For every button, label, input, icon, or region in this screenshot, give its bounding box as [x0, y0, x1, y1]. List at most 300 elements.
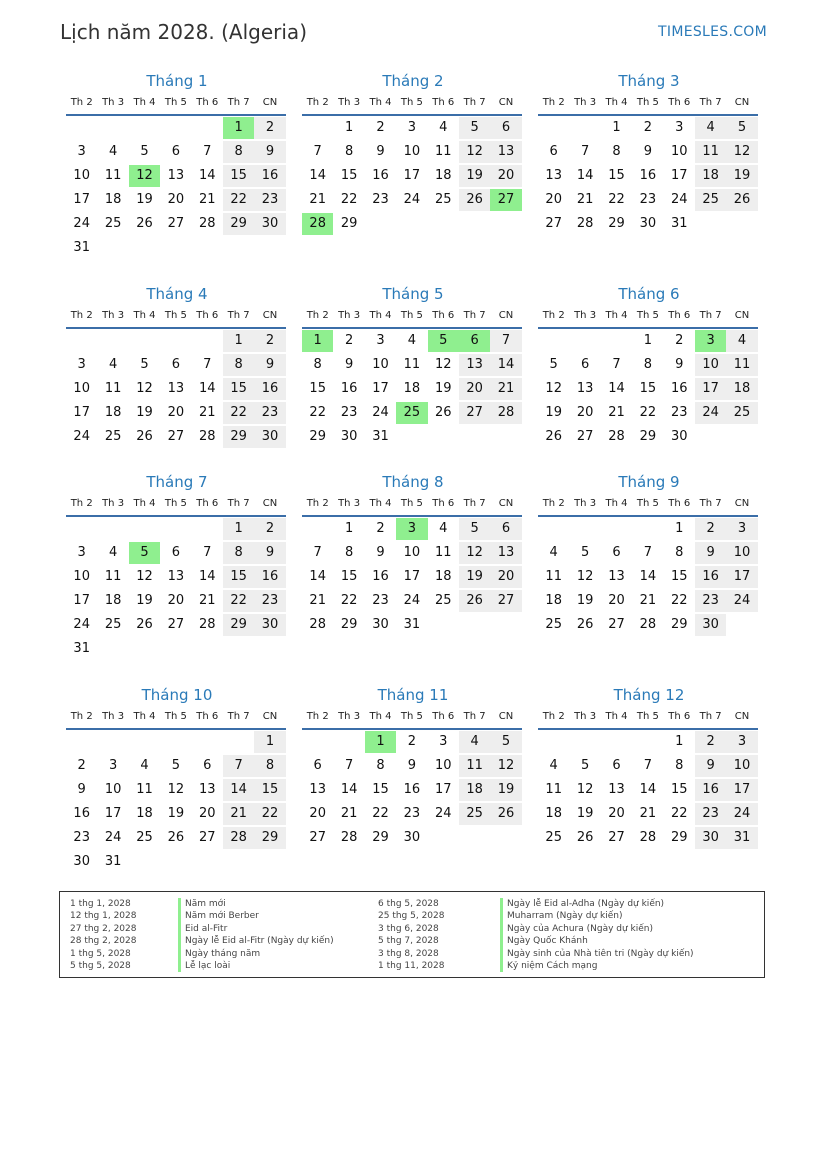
day-grid: [66, 517, 288, 661]
day-cell: 23: [340, 405, 358, 420]
day-cell: 6: [580, 357, 590, 372]
empty-cell: [333, 731, 364, 753]
weekday-header: [538, 710, 760, 724]
day-cell: 4: [439, 521, 448, 536]
day-cell: 12: [490, 755, 521, 777]
weekday-label: CN: [262, 310, 278, 321]
day-cell: 13: [545, 168, 562, 183]
day-cell: 22: [340, 593, 358, 608]
month-block: [302, 72, 524, 236]
day-cell: 20: [490, 566, 521, 588]
day-cell: 5: [726, 117, 757, 139]
empty-cell: [302, 518, 333, 540]
day-cell: 28: [198, 617, 216, 632]
month-block: [538, 473, 760, 637]
legend-holiday-name: Lễ lạc loài: [178, 960, 334, 972]
day-cell: 17: [726, 779, 757, 801]
day-cell: 22: [223, 189, 254, 211]
day-cell: 14: [309, 168, 326, 183]
day-cell: 5: [580, 545, 590, 560]
weekday-label: Th 6: [196, 97, 219, 108]
empty-cell: [97, 117, 128, 139]
empty-cell: [601, 330, 632, 352]
day-cell: 18: [104, 405, 122, 420]
holiday-day-cell: 3: [396, 518, 427, 540]
day-cell: 14: [198, 381, 216, 396]
day-cell: 27: [167, 429, 185, 444]
day-cell: 7: [203, 357, 212, 372]
day-cell: 7: [580, 144, 590, 159]
day-cell: 20: [490, 165, 521, 187]
day-cell: 22: [309, 405, 326, 420]
day-cell: 13: [459, 354, 490, 376]
weekday-label: Th 7: [699, 97, 722, 108]
day-cell: 25: [434, 192, 452, 207]
month-name: Tháng 6: [618, 285, 680, 303]
holiday-day-cell: 3: [695, 330, 726, 352]
day-cell: 18: [545, 806, 562, 821]
day-cell: 31: [104, 854, 122, 869]
day-cell: 11: [695, 141, 726, 163]
weekday-label: Th 6: [196, 711, 219, 722]
day-cell: 4: [439, 120, 448, 135]
legend-holiday-name: Muharram (Ngày dự kiến): [500, 910, 694, 922]
weekday-label: Th 3: [102, 498, 125, 509]
day-cell: 5: [459, 117, 490, 139]
weekday-label: Th 2: [70, 711, 93, 722]
day-cell: 16: [73, 806, 90, 821]
day-cell: 31: [670, 216, 688, 231]
day-cell: 11: [104, 569, 122, 584]
day-cell: 1: [344, 120, 354, 135]
day-cell: 24: [73, 216, 90, 231]
day-cell: 2: [254, 117, 285, 139]
weekday-label: Th 2: [70, 310, 93, 321]
month-name: Tháng 5: [382, 285, 444, 303]
day-cell: 24: [403, 192, 421, 207]
day-cell: 30: [695, 614, 726, 636]
day-grid: [538, 730, 760, 850]
day-cell: 6: [490, 117, 521, 139]
day-cell: 31: [726, 827, 757, 849]
day-cell: 3: [439, 734, 448, 749]
day-cell: 29: [223, 213, 254, 235]
day-cell: 13: [167, 168, 185, 183]
day-cell: 4: [407, 333, 416, 348]
day-cell: 25: [136, 830, 153, 845]
day-cell: 16: [254, 378, 285, 400]
legend-dates-right: [378, 898, 444, 972]
weekday-label: Th 7: [227, 97, 250, 108]
weekday-label: Th 6: [196, 498, 219, 509]
day-cell: 12: [576, 569, 594, 584]
day-cell: 1: [643, 333, 652, 348]
legend-date: 3 thg 8, 2028: [378, 948, 439, 959]
day-grid: [302, 329, 524, 449]
month-block: [302, 473, 524, 637]
weekday-label: Th 4: [133, 711, 156, 722]
empty-cell: [129, 117, 160, 139]
day-cell: 25: [545, 617, 562, 632]
day-cell: 20: [167, 192, 185, 207]
day-cell: 29: [309, 429, 326, 444]
day-grid: [66, 329, 288, 449]
weekday-label: Th 2: [306, 498, 329, 509]
day-cell: 16: [695, 566, 726, 588]
day-cell: 19: [167, 806, 185, 821]
page-title: Lịch năm 2028. (Algeria): [60, 20, 307, 44]
weekday-label: Th 2: [542, 498, 565, 509]
weekday-label: CN: [498, 498, 514, 509]
day-cell: 16: [372, 168, 389, 183]
month-name: Tháng 2: [382, 72, 444, 90]
day-cell: 9: [254, 141, 285, 163]
legend-names-left: [178, 898, 334, 972]
day-cell: 4: [549, 758, 558, 773]
day-cell: 10: [695, 354, 726, 376]
weekday-label: CN: [262, 97, 278, 108]
weekday-label: CN: [734, 97, 750, 108]
day-cell: 10: [726, 755, 757, 777]
weekday-label: Th 2: [70, 97, 93, 108]
weekday-label: Th 7: [463, 498, 486, 509]
holiday-day-cell: 28: [302, 213, 333, 235]
day-cell: 25: [545, 830, 562, 845]
day-cell: 29: [223, 614, 254, 636]
day-cell: 18: [434, 168, 452, 183]
legend-date: 5 thg 7, 2028: [378, 936, 439, 947]
day-cell: 19: [136, 405, 153, 420]
day-cell: 18: [104, 192, 122, 207]
weekday-label: Th 5: [164, 498, 187, 509]
day-cell: 4: [108, 545, 118, 560]
day-cell: 13: [608, 569, 625, 584]
day-cell: 7: [223, 755, 254, 777]
day-cell: 5: [549, 357, 558, 372]
day-cell: 9: [407, 758, 416, 773]
day-cell: 2: [77, 758, 86, 773]
empty-cell: [302, 117, 333, 139]
day-cell: 15: [340, 569, 358, 584]
legend-holiday-name: Ngày Quốc Khánh: [500, 935, 694, 947]
day-cell: 24: [372, 405, 389, 420]
weekday-label: Th 7: [463, 711, 486, 722]
day-cell: 29: [639, 429, 657, 444]
day-cell: 14: [639, 569, 657, 584]
day-cell: 1: [675, 521, 684, 536]
day-cell: 9: [376, 144, 385, 159]
weekday-label: Th 4: [369, 310, 392, 321]
empty-cell: [192, 330, 223, 352]
day-cell: 18: [459, 779, 490, 801]
day-cell: 13: [167, 569, 185, 584]
weekday-label: Th 4: [605, 310, 628, 321]
weekday-label: Th 3: [338, 498, 361, 509]
day-cell: 1: [675, 734, 684, 749]
day-cell: 24: [670, 192, 688, 207]
empty-cell: [569, 518, 600, 540]
holiday-day-cell: 6: [459, 330, 490, 352]
day-cell: 3: [407, 120, 416, 135]
legend-holiday-name: Kỷ niệm Cách mạng: [500, 960, 694, 972]
day-cell: 13: [309, 782, 326, 797]
month-name: Tháng 10: [141, 686, 213, 704]
day-cell: 2: [254, 518, 285, 540]
day-cell: 30: [372, 617, 389, 632]
day-cell: 22: [372, 806, 389, 821]
day-cell: 15: [372, 782, 389, 797]
day-grid: [66, 730, 288, 874]
day-cell: 31: [403, 617, 421, 632]
day-cell: 19: [490, 779, 521, 801]
day-cell: 25: [695, 189, 726, 211]
day-cell: 4: [108, 357, 118, 372]
weekday-label: Th 4: [133, 498, 156, 509]
weekday-label: Th 4: [605, 97, 628, 108]
weekday-header: [66, 309, 288, 323]
empty-cell: [538, 518, 569, 540]
day-cell: 15: [309, 381, 326, 396]
empty-cell: [569, 731, 600, 753]
weekday-label: Th 7: [463, 310, 486, 321]
day-cell: 26: [434, 405, 452, 420]
day-cell: 10: [434, 758, 452, 773]
day-cell: 28: [576, 216, 594, 231]
day-cell: 26: [136, 429, 153, 444]
day-cell: 5: [140, 357, 149, 372]
day-cell: 11: [545, 782, 562, 797]
month-block: [538, 686, 760, 850]
day-cell: 21: [309, 593, 326, 608]
brand-link[interactable]: TIMESLES.COM: [658, 24, 767, 40]
empty-cell: [538, 330, 569, 352]
weekday-label: CN: [734, 498, 750, 509]
weekday-label: Th 5: [636, 711, 659, 722]
day-cell: 22: [670, 806, 688, 821]
day-cell: 20: [576, 405, 594, 420]
day-cell: 21: [639, 806, 657, 821]
day-grid: [538, 329, 760, 449]
day-cell: 30: [639, 216, 657, 231]
weekday-label: Th 7: [227, 711, 250, 722]
day-cell: 24: [726, 590, 757, 612]
day-cell: 18: [545, 593, 562, 608]
day-cell: 8: [223, 354, 254, 376]
legend-date: 28 thg 2, 2028: [70, 936, 137, 947]
day-cell: 16: [254, 566, 285, 588]
day-cell: 20: [309, 806, 326, 821]
day-cell: 3: [77, 144, 86, 159]
day-cell: 4: [459, 731, 490, 753]
legend-date: 3 thg 6, 2028: [378, 923, 439, 934]
day-cell: 24: [434, 806, 452, 821]
day-cell: 16: [639, 168, 657, 183]
weekday-header: [538, 497, 760, 511]
holiday-day-cell: 1: [302, 330, 333, 352]
day-cell: 29: [670, 617, 688, 632]
weekday-label: Th 4: [133, 310, 156, 321]
day-cell: 28: [223, 827, 254, 849]
day-cell: 21: [490, 378, 521, 400]
day-cell: 17: [695, 378, 726, 400]
day-cell: 27: [459, 402, 490, 424]
day-cell: 8: [612, 144, 621, 159]
day-cell: 12: [576, 782, 594, 797]
day-cell: 6: [612, 758, 621, 773]
day-cell: 12: [167, 782, 185, 797]
day-cell: 20: [167, 593, 185, 608]
weekday-label: Th 6: [196, 310, 219, 321]
day-cell: 14: [309, 569, 326, 584]
day-cell: 11: [434, 144, 452, 159]
empty-cell: [538, 117, 569, 139]
day-cell: 17: [372, 381, 389, 396]
day-cell: 17: [434, 782, 452, 797]
day-cell: 6: [171, 545, 180, 560]
day-cell: 23: [254, 402, 285, 424]
day-cell: 3: [77, 357, 86, 372]
day-cell: 24: [695, 402, 726, 424]
weekday-label: Th 5: [400, 498, 423, 509]
day-cell: 13: [608, 782, 625, 797]
day-cell: 26: [545, 429, 562, 444]
day-cell: 5: [580, 758, 590, 773]
day-cell: 10: [73, 381, 90, 396]
day-cell: 12: [726, 141, 757, 163]
day-cell: 13: [490, 141, 521, 163]
legend-date: 12 thg 1, 2028: [70, 911, 137, 922]
day-cell: 5: [140, 144, 149, 159]
day-cell: 22: [254, 803, 285, 825]
day-cell: 21: [340, 806, 358, 821]
weekday-label: Th 7: [699, 498, 722, 509]
day-cell: 7: [203, 144, 212, 159]
empty-cell: [97, 330, 128, 352]
day-cell: 13: [490, 542, 521, 564]
day-cell: 29: [340, 216, 358, 231]
day-cell: 28: [490, 402, 521, 424]
day-cell: 6: [313, 758, 322, 773]
day-cell: 19: [576, 593, 594, 608]
day-cell: 1: [223, 518, 254, 540]
day-cell: 14: [608, 381, 625, 396]
empty-cell: [569, 330, 600, 352]
day-cell: 2: [376, 521, 385, 536]
day-cell: 12: [545, 381, 562, 396]
day-cell: 20: [545, 192, 562, 207]
weekday-label: Th 2: [542, 310, 565, 321]
month-block: [538, 285, 760, 449]
weekday-header: [302, 96, 524, 110]
day-cell: 29: [608, 216, 625, 231]
weekday-label: Th 5: [636, 498, 659, 509]
weekday-label: Th 4: [369, 711, 392, 722]
day-cell: 30: [254, 213, 285, 235]
empty-cell: [160, 117, 191, 139]
day-cell: 7: [344, 758, 354, 773]
day-cell: 29: [670, 830, 688, 845]
day-cell: 14: [223, 779, 254, 801]
day-cell: 21: [223, 803, 254, 825]
day-cell: 26: [576, 830, 594, 845]
day-cell: 22: [340, 192, 358, 207]
day-cell: 5: [490, 731, 521, 753]
weekday-label: Th 6: [668, 498, 691, 509]
day-cell: 17: [670, 168, 688, 183]
weekday-header: [538, 309, 760, 323]
day-cell: 27: [309, 830, 326, 845]
day-grid: [538, 116, 760, 236]
day-cell: 22: [608, 192, 625, 207]
empty-cell: [632, 518, 663, 540]
day-cell: 16: [695, 779, 726, 801]
empty-cell: [601, 518, 632, 540]
empty-cell: [302, 731, 333, 753]
day-cell: 26: [576, 617, 594, 632]
day-cell: 12: [459, 542, 490, 564]
weekday-label: Th 7: [227, 310, 250, 321]
month-name: Tháng 11: [377, 686, 449, 704]
month-name: Tháng 3: [618, 72, 680, 90]
weekday-label: Th 6: [432, 310, 455, 321]
day-cell: 23: [695, 803, 726, 825]
day-cell: 30: [403, 830, 421, 845]
day-cell: 14: [576, 168, 594, 183]
day-cell: 10: [104, 782, 122, 797]
day-cell: 13: [198, 782, 216, 797]
day-cell: 23: [73, 830, 90, 845]
weekday-header: [66, 497, 288, 511]
legend-date: 27 thg 2, 2028: [70, 923, 137, 934]
day-cell: 11: [726, 354, 757, 376]
day-cell: 3: [108, 758, 118, 773]
weekday-label: Th 3: [574, 711, 597, 722]
empty-cell: [66, 330, 97, 352]
day-cell: 29: [254, 827, 285, 849]
day-cell: 2: [344, 333, 354, 348]
day-cell: 7: [612, 357, 621, 372]
empty-cell: [66, 518, 97, 540]
day-cell: 2: [254, 330, 285, 352]
weekday-label: Th 5: [400, 310, 423, 321]
day-cell: 9: [643, 144, 652, 159]
day-cell: 21: [608, 405, 625, 420]
day-cell: 2: [675, 333, 684, 348]
weekday-label: Th 5: [636, 97, 659, 108]
weekday-label: Th 2: [306, 711, 329, 722]
empty-cell: [160, 731, 191, 753]
holiday-day-cell: 25: [396, 402, 427, 424]
empty-cell: [538, 731, 569, 753]
day-cell: 23: [254, 590, 285, 612]
month-block: [538, 72, 760, 236]
day-cell: 21: [198, 405, 216, 420]
legend-holiday-name: Ngày tháng năm: [178, 948, 334, 960]
day-cell: 18: [104, 593, 122, 608]
day-cell: 6: [171, 144, 180, 159]
holiday-day-cell: 1: [365, 731, 396, 753]
legend-date: 1 thg 11, 2028: [378, 960, 445, 971]
empty-cell: [129, 330, 160, 352]
weekday-label: Th 3: [338, 310, 361, 321]
holiday-day-cell: 1: [223, 117, 254, 139]
day-cell: 30: [695, 827, 726, 849]
legend-date: 1 thg 5, 2028: [70, 948, 131, 959]
weekday-label: Th 6: [432, 97, 455, 108]
day-cell: 17: [403, 168, 421, 183]
legend-date: 25 thg 5, 2028: [378, 911, 445, 922]
day-cell: 26: [490, 803, 521, 825]
